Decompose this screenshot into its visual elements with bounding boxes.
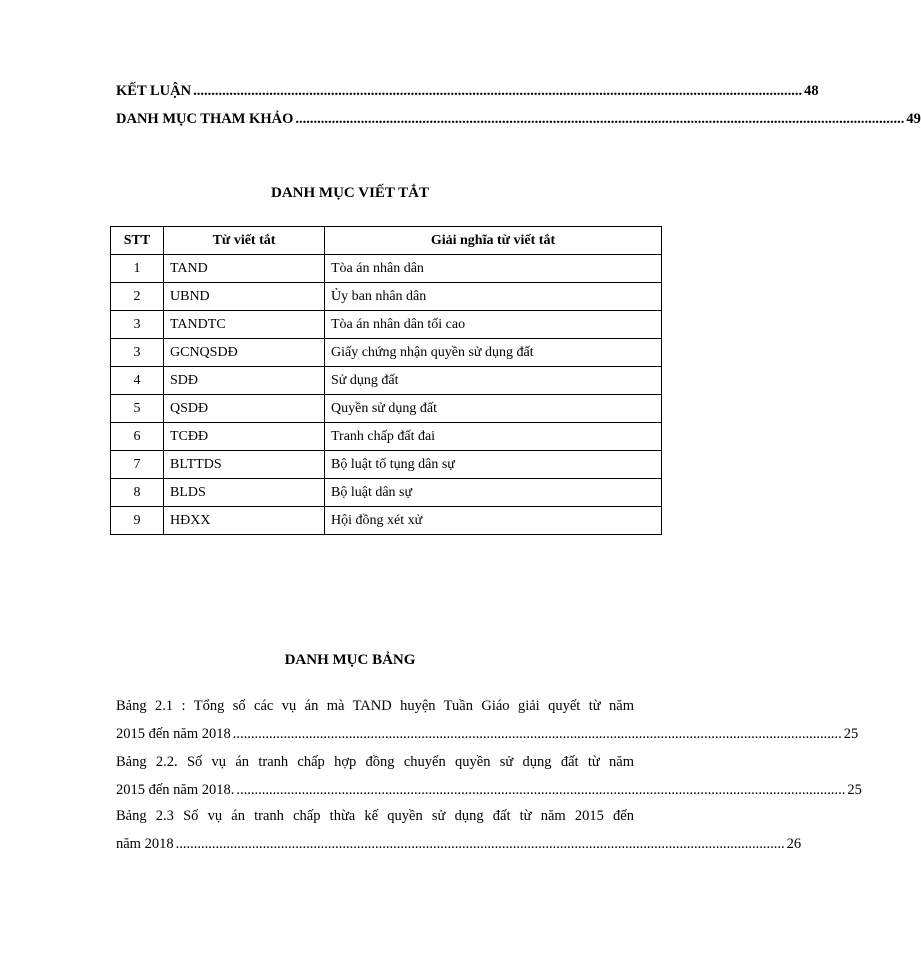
row-abbreviation: BLTTDS xyxy=(164,451,325,479)
row-number: 6 xyxy=(111,423,164,451)
toc-leader: ........................................................................................................................................................................ xyxy=(295,111,905,127)
row-number: 5 xyxy=(111,395,164,423)
tables-list-entry xyxy=(116,802,802,858)
entry-leader: ........................................................................................................................................................................ xyxy=(236,782,846,798)
entry-line-1: Bảng 2.2. Số vụ án tranh chấp hợp đồng chuyển quyền sử dụng đất từ năm xyxy=(116,754,634,770)
row-abbreviation: HĐXX xyxy=(164,507,325,535)
row-number: 7 xyxy=(111,451,164,479)
row-number: 2 xyxy=(111,283,164,311)
toc-line-danh-muc-tham-khao xyxy=(116,110,921,128)
row-meaning: Bộ luật dân sự xyxy=(325,479,662,507)
row-number: 1 xyxy=(111,255,164,283)
row-abbreviation: TAND xyxy=(164,255,325,283)
row-meaning: Bộ luật tố tụng dân sự xyxy=(325,451,662,479)
abbreviations-table xyxy=(110,226,662,535)
row-number: 9 xyxy=(111,507,164,535)
table-row xyxy=(111,311,662,339)
row-abbreviation: SDĐ xyxy=(164,367,325,395)
row-abbreviation: QSDĐ xyxy=(164,395,325,423)
row-meaning: Hội đồng xét xử xyxy=(325,507,662,535)
row-abbreviation: UBND xyxy=(164,283,325,311)
tables-list-title: DANH MỤC BẢNG xyxy=(284,652,416,668)
header-meaning: Giải nghĩa từ viết tắt xyxy=(325,227,662,255)
row-number: 4 xyxy=(111,367,164,395)
entry-page: 26 xyxy=(786,836,802,852)
table-row xyxy=(111,283,662,311)
header-abbreviation: Từ viết tắt xyxy=(164,227,325,255)
entry-leader: ........................................................................................................................................................................ xyxy=(175,836,785,852)
toc-label: KẾT LUẬN xyxy=(116,83,192,99)
row-abbreviation: GCNQSDĐ xyxy=(164,339,325,367)
entry-line-2 xyxy=(116,776,862,804)
row-meaning: Tòa án nhân dân xyxy=(325,255,662,283)
entry-line-2-text: năm 2018 xyxy=(116,836,174,852)
toc-leader: ........................................................................................................................................................................ xyxy=(193,83,803,99)
entry-line-2 xyxy=(116,830,802,858)
entry-leader: ........................................................................................................................................................................ xyxy=(232,726,842,742)
table-header-row xyxy=(111,227,662,255)
toc-page: 48 xyxy=(804,83,819,99)
row-meaning: Giấy chứng nhận quyền sử dụng đất xyxy=(325,339,662,367)
table-row xyxy=(111,507,662,535)
entry-line-2 xyxy=(116,720,859,748)
table-row xyxy=(111,479,662,507)
row-meaning: Tranh chấp đất đai xyxy=(325,423,662,451)
table-row xyxy=(111,367,662,395)
row-meaning: Quyền sử dụng đất xyxy=(325,395,662,423)
toc-page: 49 xyxy=(906,111,921,127)
tables-list-entry xyxy=(116,748,862,804)
header-stt: STT xyxy=(111,227,164,255)
tables-list-entry xyxy=(116,692,859,748)
table-row xyxy=(111,451,662,479)
row-meaning: Tòa án nhân dân tối cao xyxy=(325,311,662,339)
row-meaning: Ủy ban nhân dân xyxy=(325,283,662,311)
table-row xyxy=(111,395,662,423)
toc-line-ket-luan xyxy=(116,82,819,100)
row-meaning: Sử dụng đất xyxy=(325,367,662,395)
table-row xyxy=(111,255,662,283)
toc-label: DANH MỤC THAM KHẢO xyxy=(116,111,294,127)
entry-line-1: Bảng 2.3 Số vụ án tranh chấp thừa kế quyền sử dụng đất từ năm 2015 đến xyxy=(116,808,634,824)
row-abbreviation: TCĐĐ xyxy=(164,423,325,451)
abbreviations-title: DANH MỤC VIẾT TẮT xyxy=(271,185,429,201)
row-number: 3 xyxy=(111,339,164,367)
entry-line-1: Bảng 2.1 : Tổng số các vụ án mà TAND huyện Tuần Giáo giải quyết từ năm xyxy=(116,698,634,714)
table-row xyxy=(111,339,662,367)
row-abbreviation: TANDTC xyxy=(164,311,325,339)
entry-page: 25 xyxy=(847,782,862,798)
entry-line-2-text: 2015 đến năm 2018. xyxy=(116,782,235,798)
row-number: 8 xyxy=(111,479,164,507)
row-number: 3 xyxy=(111,311,164,339)
entry-line-2-text: 2015 đến năm 2018 xyxy=(116,726,231,742)
table-row xyxy=(111,423,662,451)
row-abbreviation: BLDS xyxy=(164,479,325,507)
entry-page: 25 xyxy=(843,726,859,742)
